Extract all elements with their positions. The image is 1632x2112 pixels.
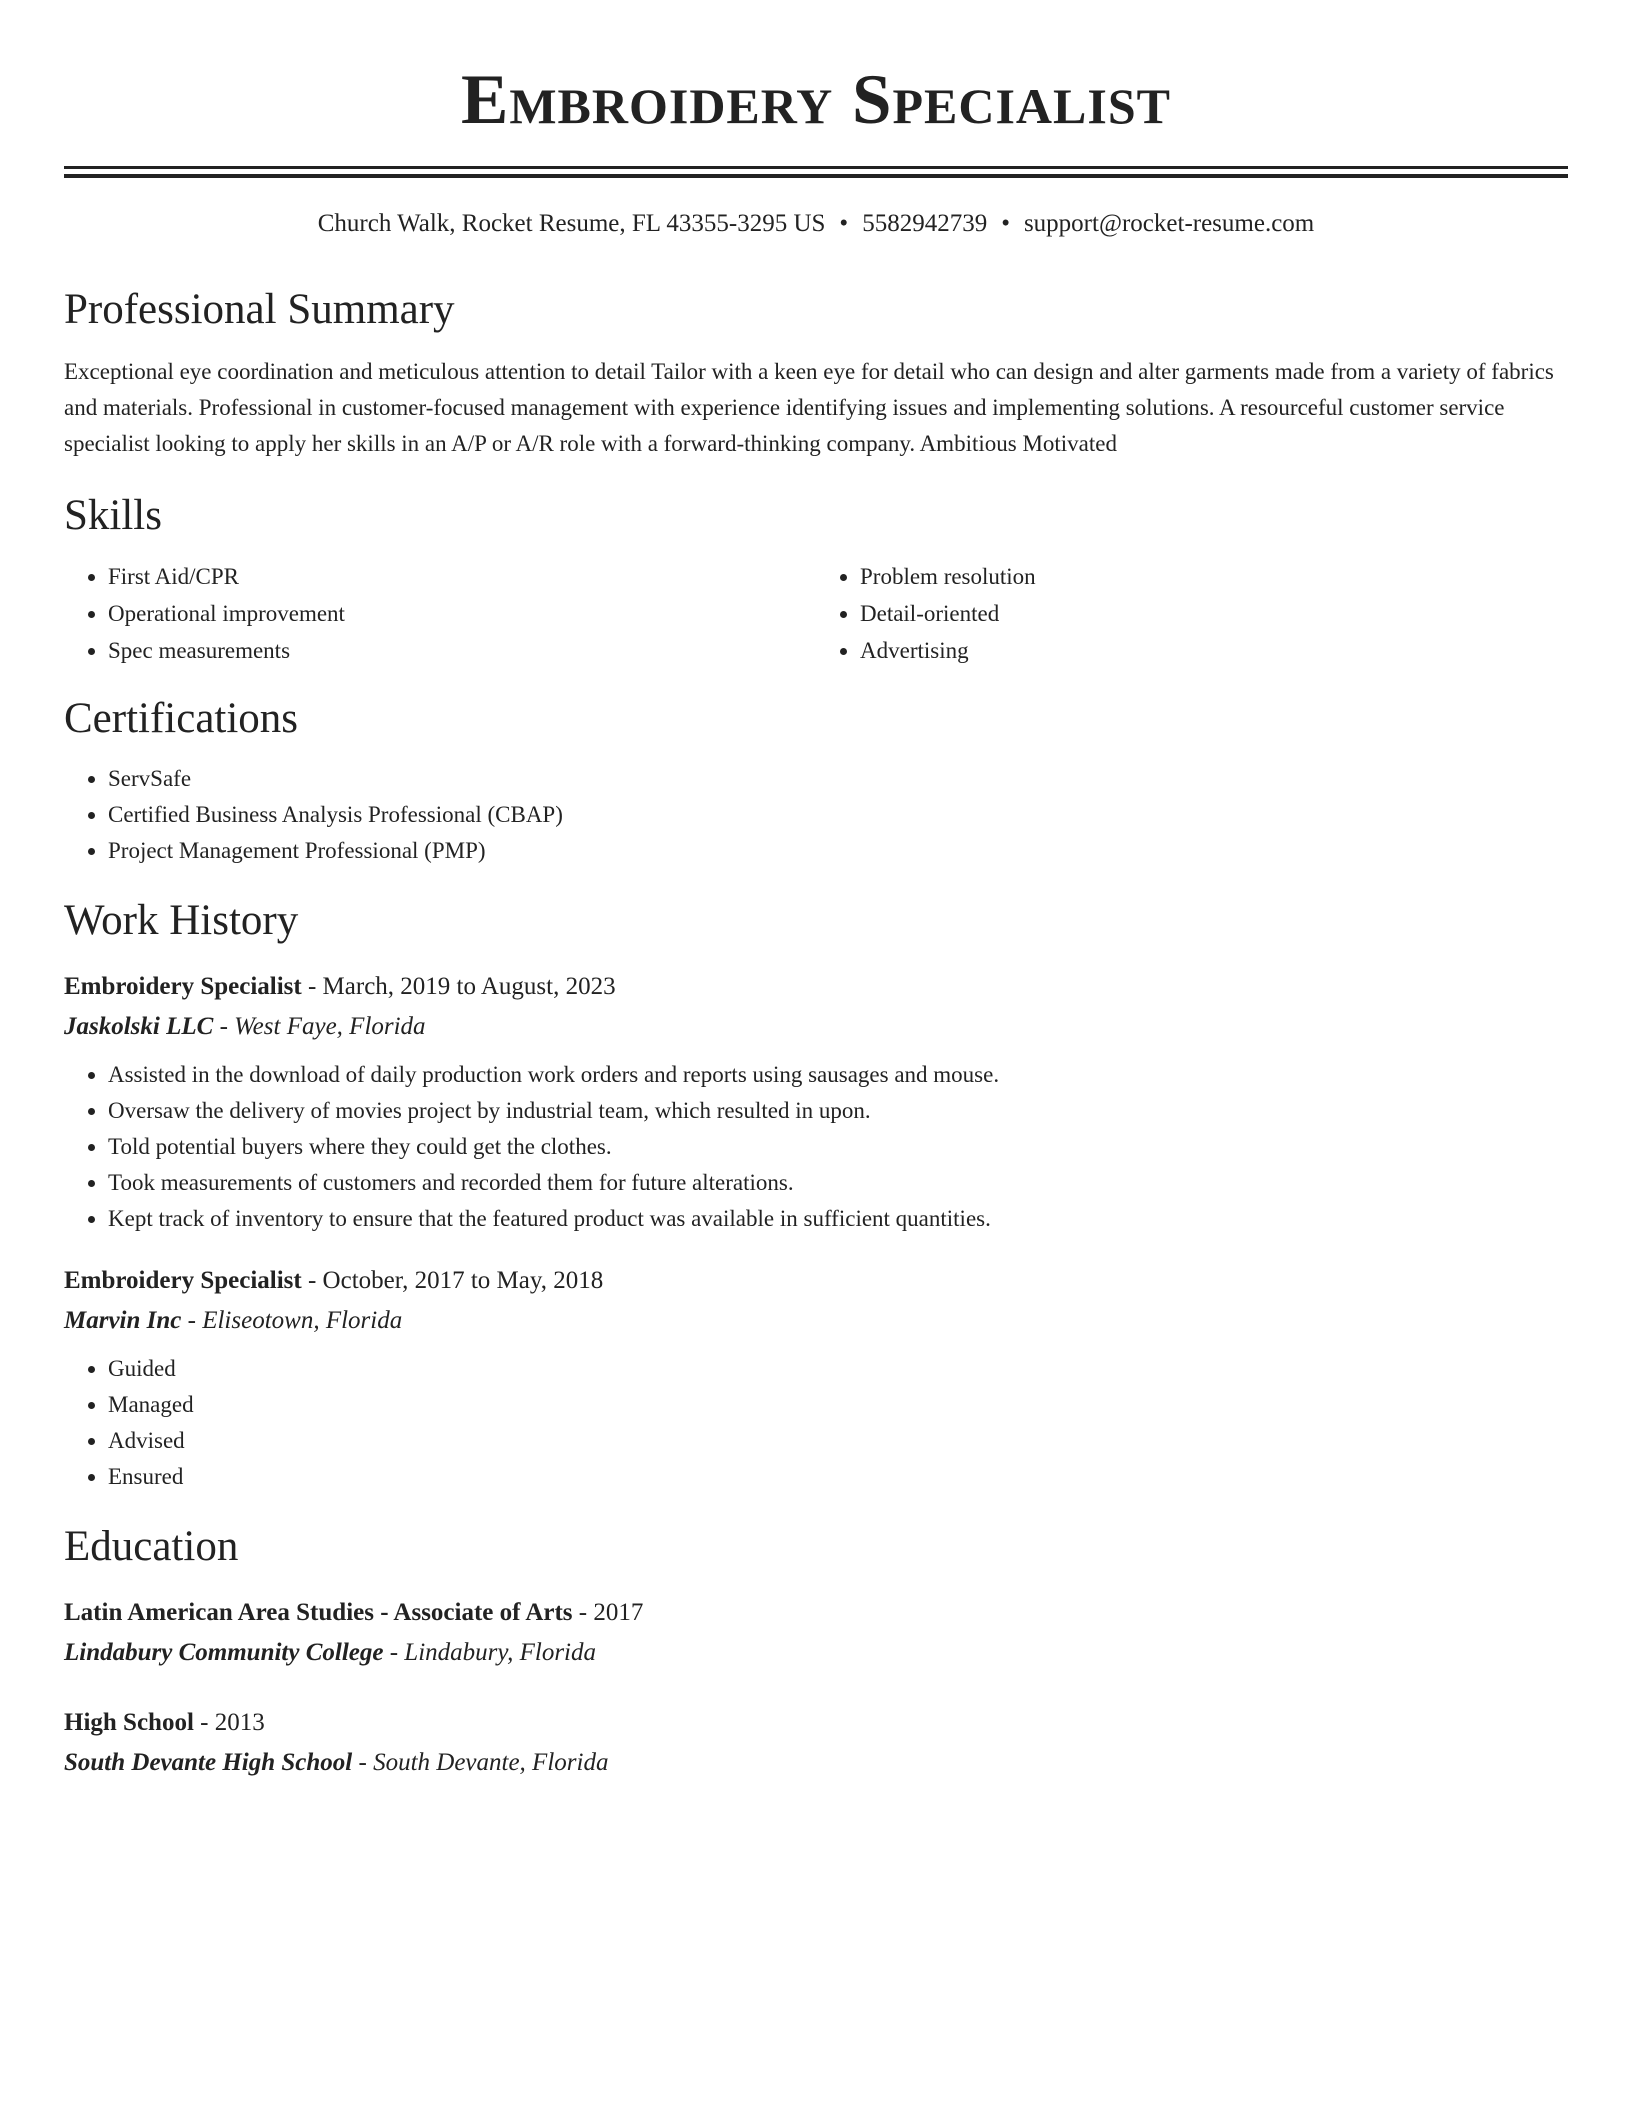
job-title-line xyxy=(64,967,1568,1007)
header-divider-top xyxy=(64,166,1568,169)
contact-separator: • xyxy=(1001,210,1010,237)
job-bullet: • Told potential buyers where they could get the clothes. xyxy=(108,1129,1568,1165)
certifications-heading: Certifications xyxy=(64,695,299,742)
education-school-line xyxy=(64,1743,1568,1783)
job-title: Embroidery Specialist xyxy=(64,1267,302,1294)
skills-heading: Skills xyxy=(64,492,162,539)
skill-item: • Advertising xyxy=(860,632,1568,669)
job-company: Jaskolski LLC xyxy=(64,1013,214,1040)
contact-address: Church Walk, Rocket Resume, FL 43355-3295 US xyxy=(317,210,826,237)
education-year: - 2013 xyxy=(193,1709,265,1736)
job-bullets xyxy=(64,1351,1568,1495)
job-bullet: • Managed xyxy=(108,1387,1568,1423)
skills-list-right xyxy=(816,558,1568,669)
skill-item: • Detail-oriented xyxy=(860,595,1568,632)
education-location: - Lindabury, Florida xyxy=(383,1639,596,1666)
education-heading: Education xyxy=(64,1523,239,1570)
certification-item: • ServSafe xyxy=(108,761,1568,797)
education-entry xyxy=(64,1593,1568,1673)
education-year: - 2017 xyxy=(572,1599,644,1626)
certification-item: • Project Management Professional (PMP) xyxy=(108,833,1568,869)
education-school: Lindabury Community College xyxy=(64,1639,384,1666)
skill-item: • Operational improvement xyxy=(108,595,816,632)
skills-list-left xyxy=(64,558,816,669)
job-bullet: • Advised xyxy=(108,1423,1568,1459)
job-bullets xyxy=(64,1057,1568,1237)
job-title-line xyxy=(64,1261,1568,1301)
job-bullet: • Guided xyxy=(108,1351,1568,1387)
job-company-line xyxy=(64,1301,1568,1341)
job-company: Marvin Inc xyxy=(64,1307,182,1334)
job-bullet: • Took measurements of customers and recorded them for future alterations. xyxy=(108,1165,1568,1201)
job-location: - Eliseotown, Florida xyxy=(181,1307,403,1334)
job-bullet: • Oversaw the delivery of movies project by industrial team, which resulted in upon. xyxy=(108,1093,1568,1129)
certifications-list xyxy=(64,761,1568,869)
education-entry xyxy=(64,1703,1568,1783)
summary-heading: Professional Summary xyxy=(64,286,455,333)
contact-phone: 5582942739 xyxy=(862,210,988,237)
skill-item: • Problem resolution xyxy=(860,558,1568,595)
job-bullet: • Ensured xyxy=(108,1459,1568,1495)
contact-separator: • xyxy=(839,210,849,237)
summary-text: Exceptional eye coordination and meticulous attention to detail Tailor with a keen eye for detail who can design and alter garments made from a variety of fabrics and materials. Professional in customer-focused management with experience identifying issues and implementing solutions. A resourceful customer service specialist looking to apply her skills in an A/P or A/R role with a forward-thinking company. Ambitious Motivated xyxy=(64,359,1554,456)
skills-columns xyxy=(64,558,1568,669)
job-title: Embroidery Specialist xyxy=(64,973,302,1000)
contact-email[interactable]: support@rocket-resume.com xyxy=(1023,210,1315,237)
job-bullet: • Kept track of inventory to ensure that the featured product was available in sufficient quantities. xyxy=(108,1201,1568,1237)
resume-name: Embroidery Specialist xyxy=(460,61,1172,139)
education-degree: Latin American Area Studies - Associate of Arts xyxy=(64,1599,573,1626)
education-school-line xyxy=(64,1633,1568,1673)
education-location: - South Devante, Florida xyxy=(352,1749,609,1776)
job-entry xyxy=(64,1261,1568,1495)
skill-item: • Spec measurements xyxy=(108,632,816,669)
job-location: - West Faye, Florida xyxy=(213,1013,426,1040)
education-degree-line xyxy=(64,1593,1568,1633)
education-degree: High School xyxy=(64,1709,194,1736)
header-divider-bottom xyxy=(64,174,1568,178)
job-company-line xyxy=(64,1007,1568,1047)
work-history-heading: Work History xyxy=(64,897,299,944)
job-entry xyxy=(64,967,1568,1237)
certification-item: • Certified Business Analysis Professional (CBAP) xyxy=(108,797,1568,833)
education-degree-line xyxy=(64,1703,1568,1743)
skill-item: • First Aid/CPR xyxy=(108,558,816,595)
job-dates: - March, 2019 to August, 2023 xyxy=(301,973,616,1000)
job-bullet: • Assisted in the download of daily production work orders and reports using sausages and mouse. xyxy=(108,1057,1568,1093)
contact-line xyxy=(64,206,1568,242)
job-dates: - October, 2017 to May, 2018 xyxy=(301,1267,604,1294)
education-school: South Devante High School xyxy=(64,1749,353,1776)
